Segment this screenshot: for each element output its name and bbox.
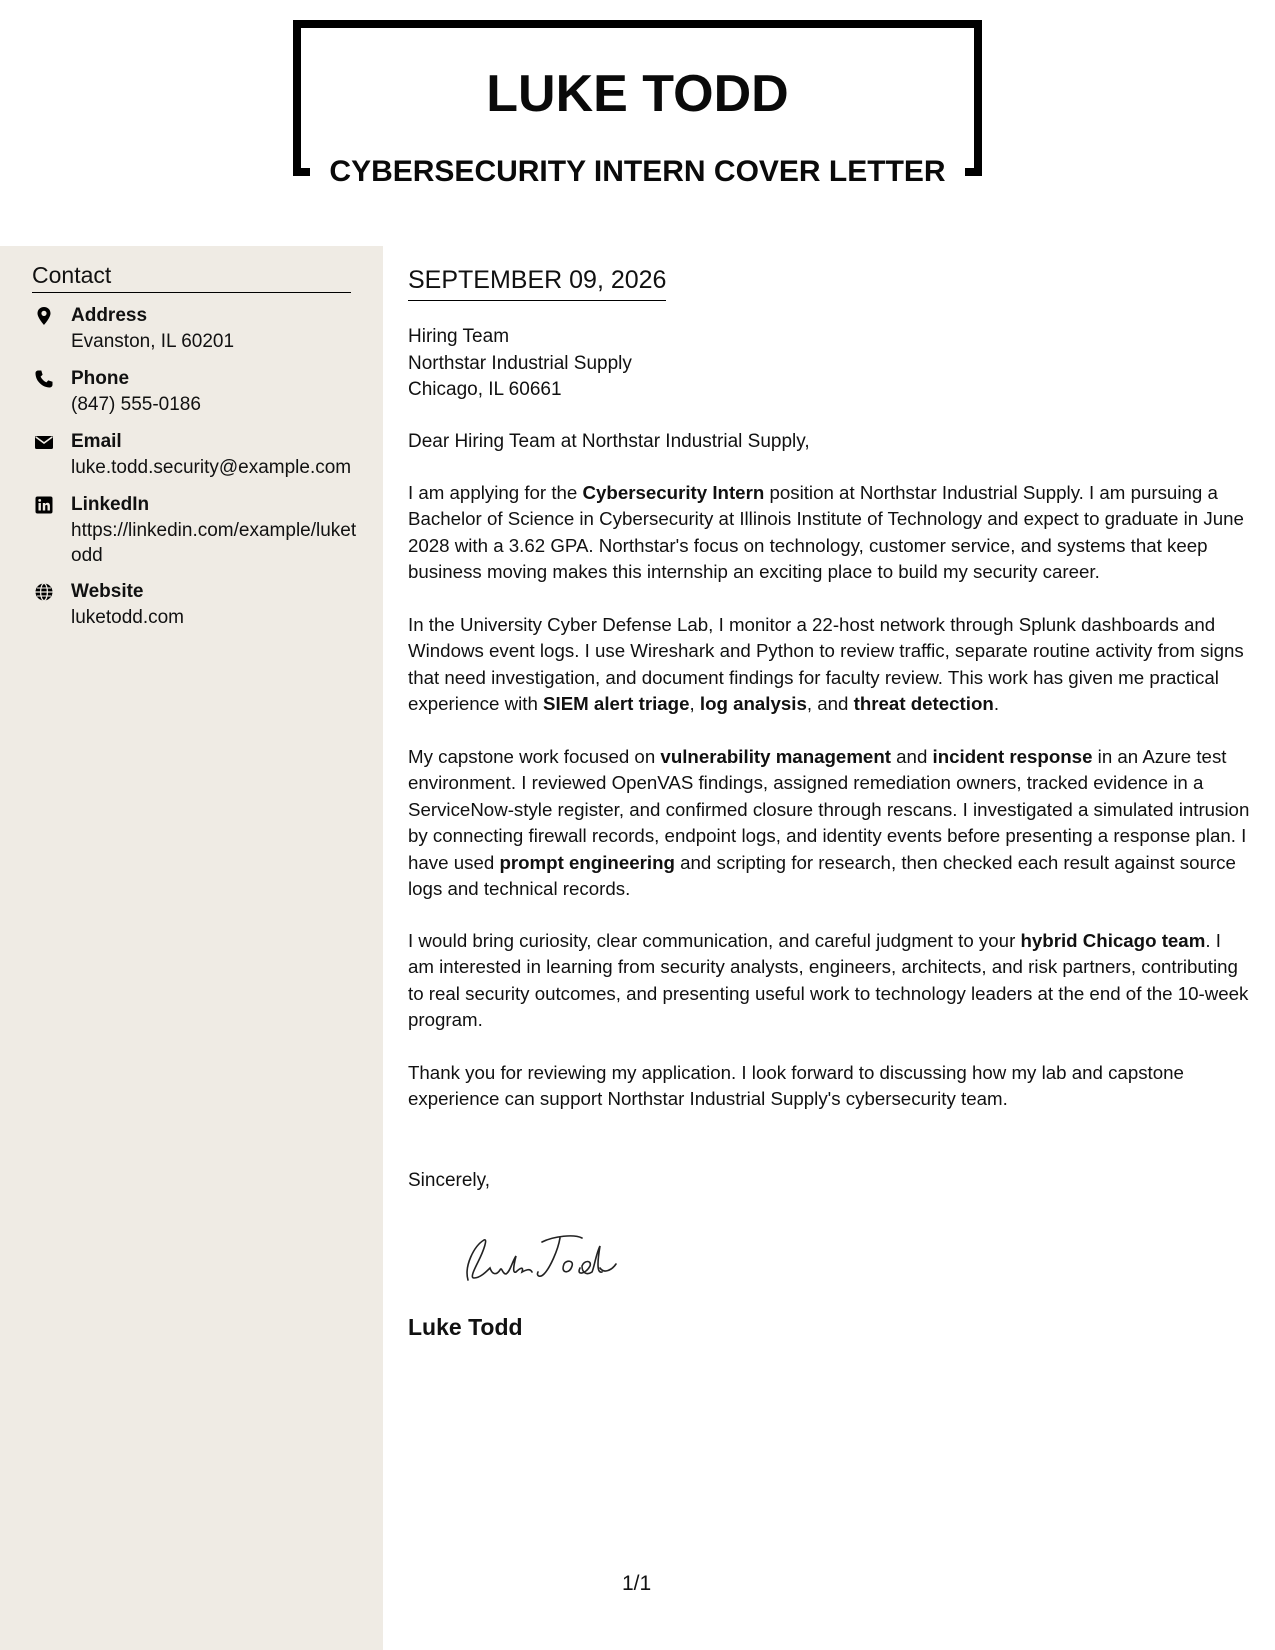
contact-label-linkedin: LinkedIn bbox=[71, 494, 150, 515]
emphasized-phrase: SIEM alert triage bbox=[543, 693, 690, 715]
map-pin-icon bbox=[34, 306, 54, 326]
emphasized-phrase: threat detection bbox=[853, 693, 994, 715]
recipient-line: Hiring Team bbox=[408, 326, 510, 347]
body-paragraph: In the University Cyber Defense Lab, I monitor a 22-host network through Splunk dashboards and Windows event logs. I use Wireshark and Python to review traffic, separate routine activity from signs that need investigation, and document findings for faculty review. This work has given me practical experience with SIEM alert triage, log analysis, and threat detection. bbox=[408, 614, 1244, 715]
signer-name: Luke Todd bbox=[408, 1314, 523, 1340]
linkedin-icon bbox=[34, 495, 54, 515]
recipient-block bbox=[408, 324, 632, 404]
body-paragraph: I am applying for the Cybersecurity Intern position at Northstar Industrial Supply. I am pursuing a Bachelor of Science in Cybersecurity at Illinois Institute of Technology and expect to graduate in June 2028 with a 3.62 GPA. Northstar's focus on technology, customer service, and systems that keep business moving makes this internship an exciting place to build my security career. bbox=[408, 482, 1244, 583]
contact-label-email: Email bbox=[71, 431, 122, 452]
envelope-icon bbox=[34, 432, 54, 452]
applicant-name-title: LUKE TODD bbox=[486, 65, 789, 123]
bracket-top-bar bbox=[293, 20, 982, 28]
handwritten-signature bbox=[454, 1228, 634, 1288]
body-paragraph: Thank you for reviewing my application. I look forward to discussing how my lab and capstone experience can support Northstar Industrial Supply's cybersecurity team. bbox=[408, 1062, 1184, 1110]
body-paragraph: My capstone work focused on vulnerability management and incident response in an Azure test environment. I reviewed OpenVAS findings, assigned remediation owners, tracked evidence in a ServiceNow-style register, and confirmed closure through rescans. I investigated a simulated intrusion by connecting firewall records, endpoint logs, and identity events before presenting a response plan. I have used prompt engineering and scripting for research, then checked each result against source logs and technical records. bbox=[408, 746, 1250, 900]
contact-value-address: Evanston, IL 60201 bbox=[71, 331, 235, 352]
contact-value-website[interactable]: luketodd.com bbox=[71, 607, 185, 628]
emphasized-phrase: hybrid Chicago team bbox=[1020, 930, 1206, 951]
phone-icon bbox=[34, 369, 54, 389]
globe-icon bbox=[34, 582, 54, 602]
contact-heading: Contact bbox=[32, 260, 351, 293]
document-subtitle: CYBERSECURITY INTERN COVER LETTER bbox=[329, 155, 946, 188]
contact-value-linkedin[interactable]: https://linkedin.com/example/luketodd bbox=[71, 520, 357, 566]
contact-label-address: Address bbox=[71, 305, 148, 326]
contact-label-phone: Phone bbox=[71, 368, 130, 389]
letter-date: SEPTEMBER 09, 2026 bbox=[408, 264, 666, 301]
emphasized-phrase: vulnerability management bbox=[660, 746, 891, 767]
contact-value-phone: (847) 555-0186 bbox=[71, 394, 201, 415]
contact-label-website: Website bbox=[71, 581, 144, 602]
salutation: Dear Hiring Team at Northstar Industrial Supply, bbox=[408, 431, 810, 452]
recipient-line: Chicago, IL 60661 bbox=[408, 379, 562, 400]
emphasized-phrase: Cybersecurity Intern bbox=[582, 482, 765, 503]
page-number: 1/1 bbox=[622, 1572, 652, 1595]
emphasized-phrase: incident response bbox=[932, 746, 1093, 767]
contact-sidebar bbox=[0, 246, 383, 1650]
contact-value-email[interactable]: luke.todd.security@example.com bbox=[71, 457, 352, 478]
body-paragraph: I would bring curiosity, clear communication, and careful judgment to your hybrid Chicago team. I am interested in learning from security analysts, engineers, architects, and risk partners, contributing to real security outcomes, and presenting useful work to technology leaders at the end of the 10-week program. bbox=[408, 930, 1249, 1031]
recipient-line: Northstar Industrial Supply bbox=[408, 352, 632, 374]
emphasized-phrase: prompt engineering bbox=[499, 851, 675, 873]
closing-line: Sincerely, bbox=[408, 1170, 491, 1191]
emphasized-phrase: log analysis bbox=[699, 693, 807, 715]
